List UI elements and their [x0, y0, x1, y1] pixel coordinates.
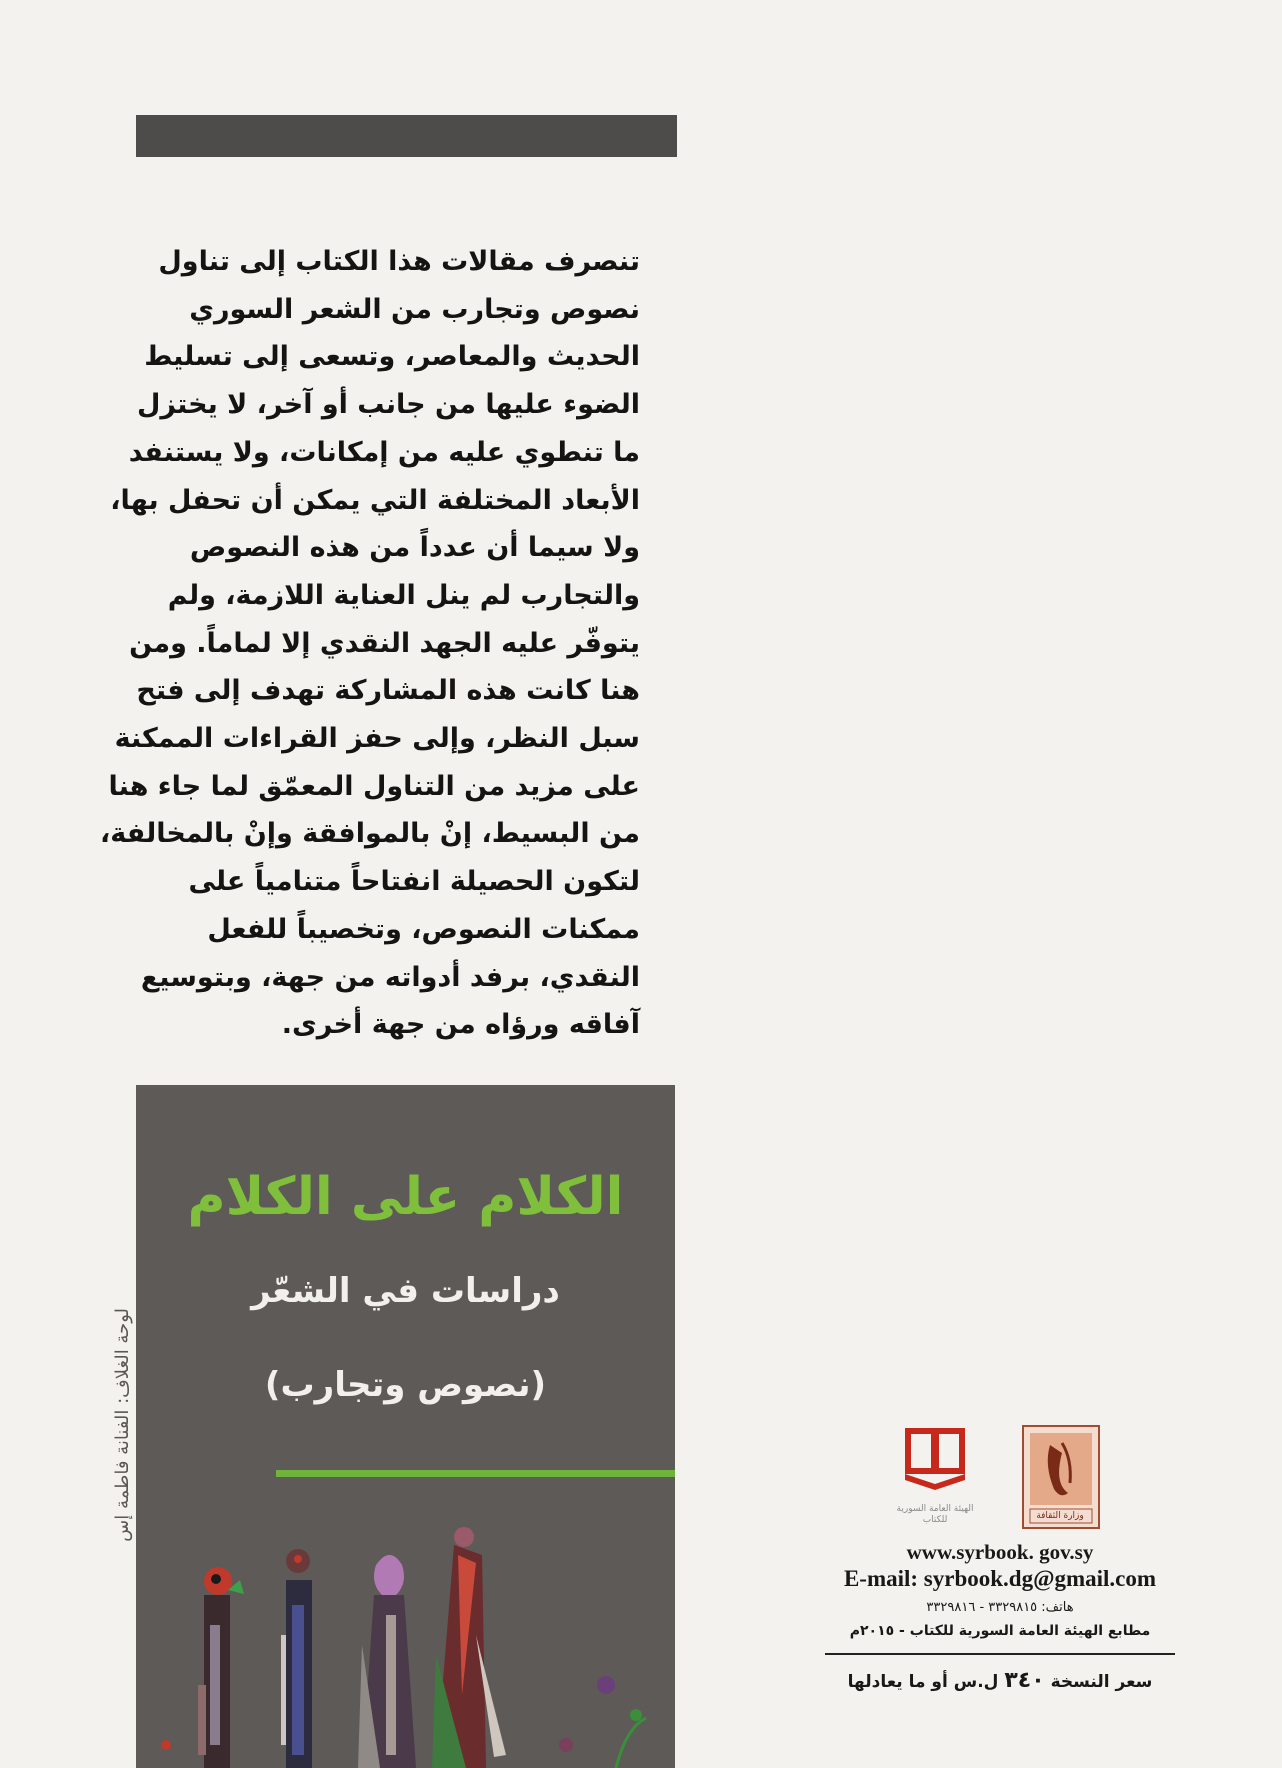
- cover-title: الكلام على الكلام: [187, 1167, 624, 1227]
- cover-artwork: [136, 1485, 675, 1768]
- blurb-line: يتوفّر عليه الجهد النقدي إلا لماماً. ومن: [129, 627, 640, 659]
- book-icon: [895, 1422, 975, 1502]
- blurb-line: ما تنطوي عليه من إمكانات، ولا يستنفد: [128, 436, 640, 468]
- gbook-logo-caption: الهيئة العامة السورية للكتاب: [896, 1504, 974, 1525]
- blurb-line: الضوء عليها من جانب أو آخر، لا يختزل: [136, 389, 640, 421]
- blurb-line: من البسيط، إنْ بالموافقة وإنْ بالمخالفة،: [100, 818, 640, 850]
- blurb-line: نصوص وتجارب من الشعر السوري: [189, 293, 640, 325]
- price-line: [800, 1668, 1200, 1693]
- blurb-line: ممكنات النصوص، وتخصيباً للفعل: [207, 913, 640, 945]
- ministry-logo-caption: وزارة الثقافة: [1036, 1511, 1084, 1521]
- ministry-logo: [1022, 1425, 1100, 1529]
- blurb-line: سبل النظر، وإلى حفز القراءات الممكنة: [114, 723, 640, 755]
- cover-art-credit: لوحة الغلاف: الفنانة فاطمة إس: [112, 1308, 133, 1542]
- blurb-line: الأبعاد المختلفة التي يمكن أن تحفل بها،: [110, 484, 640, 516]
- blurb-line: الحديث والمعاصر، وتسعى إلى تسليط: [144, 341, 640, 373]
- blurb-line: على مزيد من التناول المعمّق لما جاء هنا: [108, 770, 640, 802]
- blurb-line: ولا سيما أن عدداً من هذه النصوص: [189, 532, 640, 564]
- publisher-phone: هاتف: ٣٣٢٩٨١٥ - ٣٣٢٩٨١٦: [926, 1600, 1074, 1615]
- blurb-line: النقدي، برفد أدواته من جهة، وبتوسيع: [140, 961, 640, 993]
- price-value: ٣٤٠: [1004, 1668, 1045, 1693]
- blurb-line: لتكون الحصيلة انفتاحاً متنامياً على: [188, 866, 640, 898]
- cover-divider: [276, 1470, 675, 1477]
- blurb-line: والتجارب لم ينل العناية اللازمة، ولم: [167, 579, 640, 611]
- blurb-line: تنصرف مقالات هذا الكتاب إلى تناول: [158, 246, 640, 277]
- price-divider: [825, 1653, 1175, 1655]
- publisher-printer: مطابع الهيئة العامة السورية للكتاب - ٢٠١٥م: [849, 1623, 1151, 1639]
- cover-tagline: (نصوص وتجارب): [264, 1365, 547, 1405]
- cover-subtitle: دراسات في الشعّر: [251, 1271, 560, 1311]
- front-cover-thumbnail: [136, 1085, 675, 1768]
- header-band: [136, 115, 677, 157]
- price-suffix: ل.س أو ما يعادلها: [847, 1672, 999, 1692]
- gbook-logo: [895, 1422, 975, 1532]
- blurb-line: آفاقه ورؤاه من جهة أخرى.: [281, 1009, 640, 1041]
- price-prefix: سعر النسخة: [1050, 1672, 1153, 1692]
- publisher-website[interactable]: www.syrbook. gov.sy: [906, 1540, 1094, 1564]
- back-cover-blurb: [100, 238, 640, 1049]
- publisher-email[interactable]: E-mail: syrbook.dg@gmail.com: [843, 1566, 1157, 1591]
- blurb-line: هنا كانت هذه المشاركة تهدف إلى فتح: [136, 675, 640, 707]
